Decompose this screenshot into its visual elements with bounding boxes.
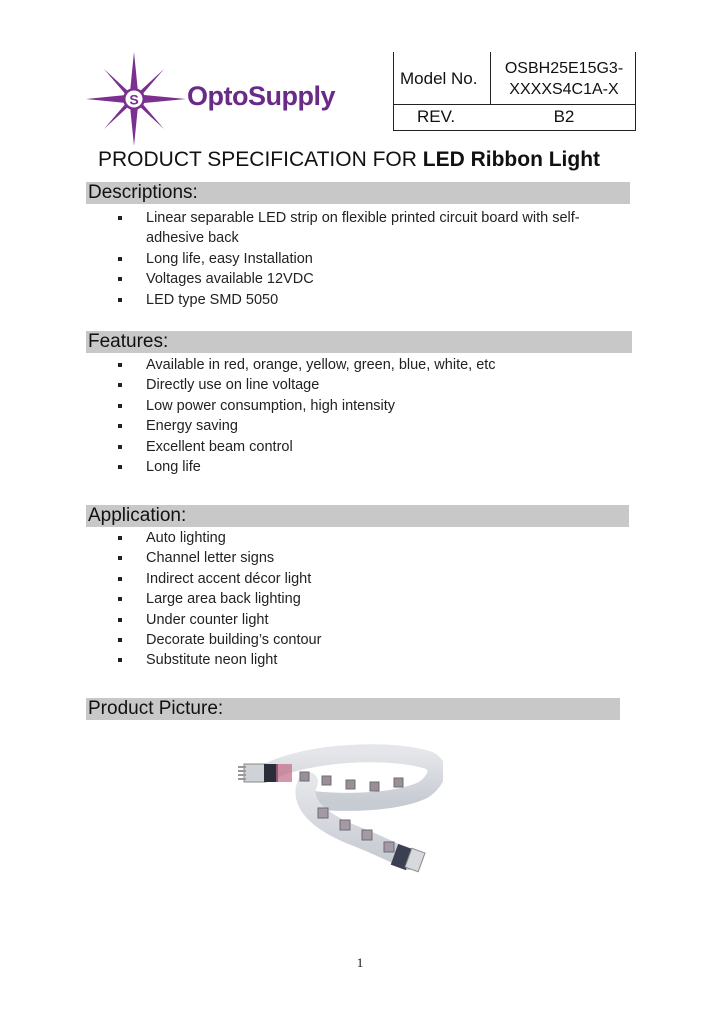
page-number: 1 [356, 955, 364, 970]
list-item: Energy saving [0, 416, 720, 436]
model-info-table [393, 52, 636, 131]
list-item: Voltages available 12VDC [0, 269, 720, 289]
list-item: Channel letter signs [0, 548, 720, 568]
logo-letter: S [129, 91, 139, 108]
rev-label: REV. [417, 107, 456, 126]
descriptions-heading: Descriptions: [86, 182, 630, 204]
list-item: Linear separable LED strip on flexible printed circuit board with self- [0, 208, 720, 228]
document-title [98, 148, 600, 172]
list-item: Auto lighting [0, 528, 720, 548]
list-item: Low power consumption, high intensity [0, 396, 720, 416]
list-item: Under counter light [0, 610, 720, 630]
company-name: OptoSupply [187, 81, 335, 111]
list-item: Long life [0, 457, 720, 477]
list-item: Decorate building’s contour [0, 630, 720, 650]
list-item: Long life, easy Installation [0, 249, 720, 269]
model-value-line1: OSBH25E15G3- [504, 60, 624, 77]
product-image [238, 742, 443, 877]
features-heading: Features: [86, 331, 632, 353]
optosupply-logo [86, 52, 356, 146]
descriptions-list [0, 208, 720, 310]
table-divider [490, 52, 491, 104]
application-list [0, 528, 720, 671]
compass-star-logo-icon [86, 52, 186, 146]
model-label: Model No. [400, 69, 478, 88]
title-emphasis: LED Ribbon Light [422, 148, 601, 171]
list-item: Available in red, orange, yellow, green, blue, white, etc [0, 355, 720, 375]
led-ribbon-image [238, 742, 443, 877]
features-list [0, 355, 720, 477]
revision-row [394, 105, 635, 130]
model-value [494, 58, 634, 100]
product-picture-heading: Product Picture: [86, 698, 620, 720]
list-item: Substitute neon light [0, 650, 720, 670]
model-value-line2: XXXXS4C1A-X [509, 81, 619, 98]
list-item-continuation: adhesive back [146, 230, 239, 247]
title-prefix: PRODUCT SPECIFICATION FOR [98, 148, 423, 171]
application-heading: Application: [86, 505, 629, 527]
model-row [394, 52, 635, 105]
rev-value: B2 [553, 107, 575, 126]
list-item: Large area back lighting [0, 589, 720, 609]
list-item: Excellent beam control [0, 437, 720, 457]
list-item: Directly use on line voltage [0, 375, 720, 395]
list-item: Indirect accent décor light [0, 569, 720, 589]
list-item: LED type SMD 5050 [0, 290, 720, 310]
